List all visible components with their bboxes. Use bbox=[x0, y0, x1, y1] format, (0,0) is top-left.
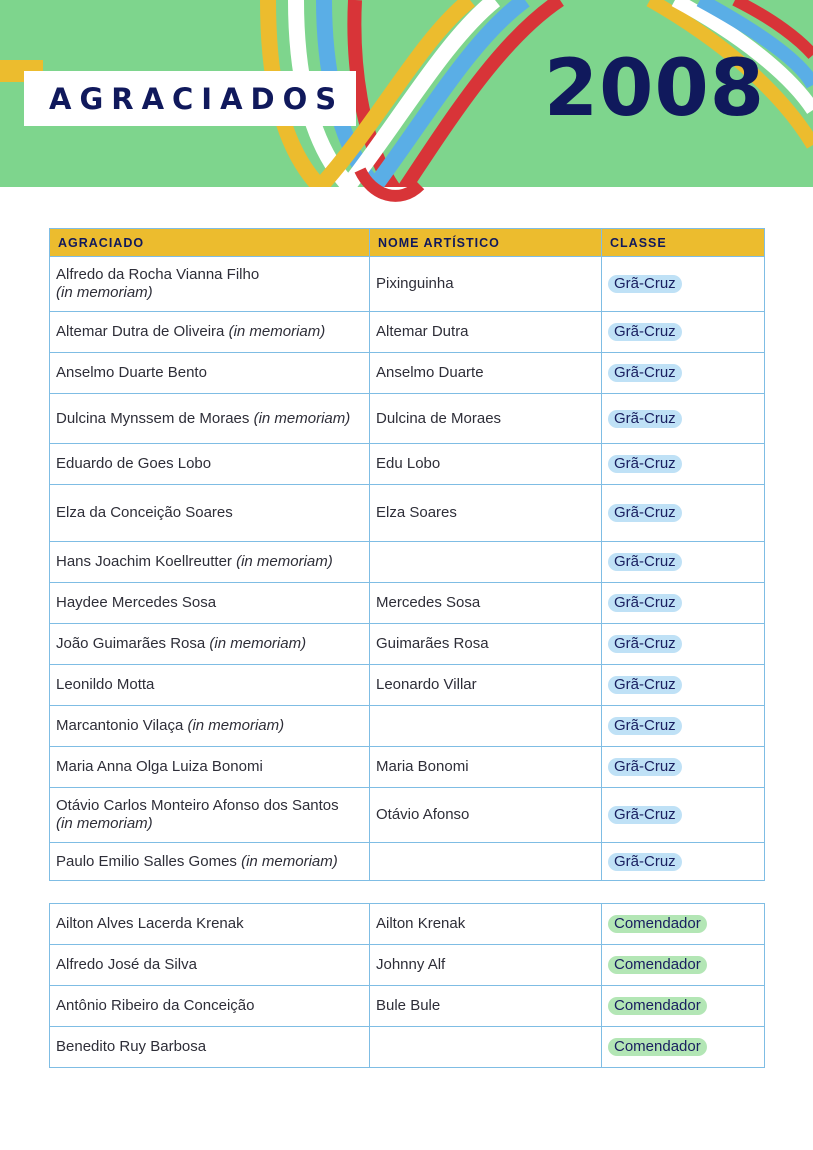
class-badge: Comendador bbox=[608, 1038, 707, 1056]
classe-cell bbox=[602, 583, 765, 624]
class-badge: Grã-Cruz bbox=[608, 717, 682, 735]
table-row bbox=[50, 706, 765, 747]
nome-artistico-cell: Maria Bonomi bbox=[370, 747, 602, 788]
classe-cell bbox=[602, 624, 765, 665]
nome-artistico-cell bbox=[370, 843, 602, 881]
agraciado-cell bbox=[50, 583, 370, 624]
in-memoriam-note: (in memoriam) bbox=[56, 815, 153, 832]
agraciado-cell bbox=[50, 945, 370, 986]
gra-cruz-table bbox=[49, 228, 765, 881]
agraciado-cell bbox=[50, 1027, 370, 1068]
nome-artistico-cell: Edu Lobo bbox=[370, 444, 602, 485]
agraciado-name: Alfredo da Rocha Vianna Filho bbox=[56, 266, 260, 283]
agraciado-name: Ailton Alves Lacerda Krenak bbox=[56, 915, 244, 932]
classe-cell bbox=[602, 904, 765, 945]
header-agraciado: AGRACIADO bbox=[50, 229, 370, 257]
comendador-table bbox=[49, 903, 765, 1068]
nome-artistico-cell: Johnny Alf bbox=[370, 945, 602, 986]
page-title: AGRACIADOS bbox=[49, 81, 345, 116]
in-memoriam-note: (in memoriam) bbox=[187, 717, 285, 734]
table-row bbox=[50, 788, 765, 843]
in-memoriam-note: (in memoriam) bbox=[56, 284, 153, 301]
ribbon-loop-tail bbox=[0, 0, 813, 210]
agraciado-cell bbox=[50, 788, 370, 843]
agraciado-cell bbox=[50, 257, 370, 312]
header-nome-artistico: NOME ARTÍSTICO bbox=[370, 229, 602, 257]
year-heading: 2008 bbox=[543, 44, 765, 134]
nome-artistico-cell: Mercedes Sosa bbox=[370, 583, 602, 624]
agraciado-name: Eduardo de Goes Lobo bbox=[56, 455, 212, 472]
agraciado-name: Leonildo Motta bbox=[56, 676, 155, 693]
agraciado-cell bbox=[50, 843, 370, 881]
agraciado-name: Altemar Dutra de Oliveira bbox=[56, 323, 225, 340]
agraciado-name: Alfredo José da Silva bbox=[56, 956, 197, 973]
classe-cell bbox=[602, 444, 765, 485]
classe-cell bbox=[602, 257, 765, 312]
agraciado-name: Hans Joachim Koellreutter bbox=[56, 553, 232, 570]
class-badge: Grã-Cruz bbox=[608, 455, 682, 473]
table-row bbox=[50, 624, 765, 665]
agraciado-cell bbox=[50, 444, 370, 485]
table-row bbox=[50, 843, 765, 881]
class-badge: Comendador bbox=[608, 915, 707, 933]
class-badge: Grã-Cruz bbox=[608, 275, 682, 293]
table-row bbox=[50, 312, 765, 353]
table-row bbox=[50, 986, 765, 1027]
nome-artistico-cell: Pixinguinha bbox=[370, 257, 602, 312]
table-row bbox=[50, 665, 765, 706]
nome-artistico-cell: Elza Soares bbox=[370, 485, 602, 542]
class-badge: Grã-Cruz bbox=[608, 635, 682, 653]
classe-cell bbox=[602, 665, 765, 706]
nome-artistico-cell: Dulcina de Moraes bbox=[370, 394, 602, 444]
classe-cell bbox=[602, 706, 765, 747]
agraciado-cell bbox=[50, 747, 370, 788]
table-row bbox=[50, 1027, 765, 1068]
classe-cell bbox=[602, 945, 765, 986]
in-memoriam-note: (in memoriam) bbox=[228, 323, 326, 340]
class-badge: Grã-Cruz bbox=[608, 594, 682, 612]
in-memoriam-note: (in memoriam) bbox=[253, 409, 351, 427]
table-row bbox=[50, 904, 765, 945]
classe-cell bbox=[602, 542, 765, 583]
agraciado-cell bbox=[50, 312, 370, 353]
agraciado-cell bbox=[50, 394, 370, 444]
class-badge: Grã-Cruz bbox=[608, 504, 682, 522]
classe-cell bbox=[602, 394, 765, 444]
agraciado-name: Paulo Emilio Salles Gomes bbox=[56, 852, 237, 870]
agraciado-name: Marcantonio Vilaça bbox=[56, 717, 184, 734]
agraciado-cell bbox=[50, 485, 370, 542]
nome-artistico-cell bbox=[370, 706, 602, 747]
classe-cell bbox=[602, 843, 765, 881]
in-memoriam-note: (in memoriam) bbox=[241, 852, 338, 870]
class-badge: Grã-Cruz bbox=[608, 853, 682, 871]
class-badge: Comendador bbox=[608, 956, 707, 974]
class-badge: Grã-Cruz bbox=[608, 676, 682, 694]
agraciado-cell bbox=[50, 665, 370, 706]
agraciado-name: Elza da Conceição Soares bbox=[56, 504, 233, 521]
class-badge: Grã-Cruz bbox=[608, 364, 682, 382]
agraciado-name: Dulcina Mynssem de Moraes bbox=[56, 409, 250, 427]
class-badge: Grã-Cruz bbox=[608, 553, 682, 571]
table-row bbox=[50, 542, 765, 583]
table-row bbox=[50, 444, 765, 485]
agraciado-cell bbox=[50, 542, 370, 583]
agraciado-name: Anselmo Duarte Bento bbox=[56, 364, 207, 381]
agraciado-name: Antônio Ribeiro da Conceição bbox=[56, 997, 255, 1014]
nome-artistico-cell: Ailton Krenak bbox=[370, 904, 602, 945]
nome-artistico-cell bbox=[370, 542, 602, 583]
nome-artistico-cell: Anselmo Duarte bbox=[370, 353, 602, 394]
agraciado-cell bbox=[50, 986, 370, 1027]
nome-artistico-cell: Otávio Afonso bbox=[370, 788, 602, 843]
agraciado-name: Haydee Mercedes Sosa bbox=[56, 594, 217, 611]
table-row bbox=[50, 353, 765, 394]
agraciado-name: Otávio Carlos Monteiro Afonso dos Santos bbox=[56, 797, 339, 814]
classe-cell bbox=[602, 747, 765, 788]
agraciado-cell bbox=[50, 904, 370, 945]
table-row bbox=[50, 583, 765, 624]
in-memoriam-note: (in memoriam) bbox=[209, 635, 307, 652]
table-row bbox=[50, 394, 765, 444]
nome-artistico-cell: Altemar Dutra bbox=[370, 312, 602, 353]
class-badge: Comendador bbox=[608, 997, 707, 1015]
classe-cell bbox=[602, 1027, 765, 1068]
classe-cell bbox=[602, 353, 765, 394]
class-badge: Grã-Cruz bbox=[608, 806, 682, 824]
agraciado-cell bbox=[50, 624, 370, 665]
nome-artistico-cell: Guimarães Rosa bbox=[370, 624, 602, 665]
table-row bbox=[50, 257, 765, 312]
nome-artistico-cell: Leonardo Villar bbox=[370, 665, 602, 706]
nome-artistico-cell: Bule Bule bbox=[370, 986, 602, 1027]
in-memoriam-note: (in memoriam) bbox=[236, 553, 333, 570]
agraciado-name: João Guimarães Rosa bbox=[56, 635, 206, 652]
header-classe: CLASSE bbox=[602, 229, 765, 257]
agraciado-name: Maria Anna Olga Luiza Bonomi bbox=[56, 758, 263, 775]
classe-cell bbox=[602, 986, 765, 1027]
class-badge: Grã-Cruz bbox=[608, 758, 682, 776]
classe-cell bbox=[602, 485, 765, 542]
class-badge: Grã-Cruz bbox=[608, 410, 682, 428]
classe-cell bbox=[602, 788, 765, 843]
nome-artistico-cell bbox=[370, 1027, 602, 1068]
class-badge: Grã-Cruz bbox=[608, 323, 682, 341]
table-row bbox=[50, 747, 765, 788]
table-row bbox=[50, 485, 765, 542]
table-row bbox=[50, 945, 765, 986]
agraciado-name: Benedito Ruy Barbosa bbox=[56, 1038, 207, 1055]
agraciado-cell bbox=[50, 353, 370, 394]
table-header-row bbox=[50, 229, 765, 257]
agraciado-cell bbox=[50, 706, 370, 747]
classe-cell bbox=[602, 312, 765, 353]
